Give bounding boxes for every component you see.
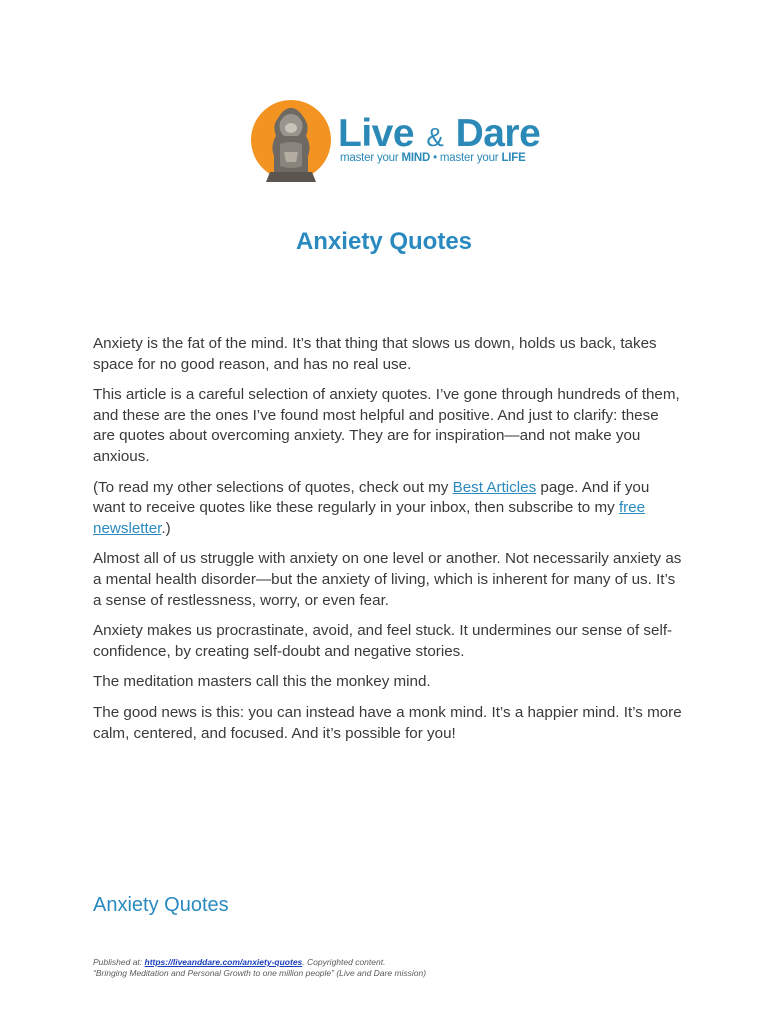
paragraph-procrastinate: Anxiety makes us procrastinate, avoid, and feel stuck. It undermines our sense of self-confidence, by creating self-doubt and negative stories. <box>93 622 673 660</box>
page-footer <box>93 957 426 979</box>
free-newsletter-link[interactable]: free newsletter <box>93 499 646 537</box>
paragraph-intro: Anxiety is the fat of the mind. It’s that thing that slows us down, holds us back, takes space for no good reason, and has no real use. <box>93 335 657 373</box>
paragraph-selection: This article is a careful selection of anxiety quotes. I’ve gone through hundreds of them, and these are the ones I’ve found most helpful and positive. And just to clarify: these are quotes about overcoming anxiety. They are for inspiration—and not make you anxious. <box>93 386 680 465</box>
footer-published-line: Published at: https://liveanddare.com/anxiety-quotes. Copyrighted content. <box>93 957 386 967</box>
paragraph-struggle: Almost all of us struggle with anxiety on one level or another. Not necessarily anxiety as a mental health disorder—but the anxiety of living, which is inherent for many of us. It’s a sense of restlessness, worry, or even fear. <box>93 550 682 609</box>
paragraph-monkey-mind: The meditation masters call this the monkey mind. <box>93 673 431 691</box>
lion-statue-logo-icon <box>250 96 332 182</box>
footer-mission-line: “Bringing Meditation and Personal Growth to one million people” (Live and Dare mission) <box>93 968 427 978</box>
paragraph-monk-mind: The good news is this: you can instead have a monk mind. It’s a happier mind. It’s more calm, centered, and focused. And it’s possible for you! <box>93 703 682 742</box>
source-url-link[interactable]: https://liveanddare.com/anxiety-quotes <box>144 957 303 967</box>
section-heading: Anxiety Quotes <box>93 894 229 916</box>
live-and-dare-logo <box>250 96 541 182</box>
article-body <box>93 334 683 754</box>
logo-wordmark: Live & Dare <box>338 112 541 155</box>
paragraph-links: (To read my other selections of quotes, check out my Best Articles page. And if you want to receive quotes like these regularly in your inbox, then subscribe to my free newsletter.) <box>93 478 650 537</box>
page-title: Anxiety Quotes <box>295 228 473 255</box>
best-articles-link[interactable]: Best Articles <box>452 478 537 496</box>
logo-tagline: master your MIND • master your LIFE <box>340 152 526 164</box>
